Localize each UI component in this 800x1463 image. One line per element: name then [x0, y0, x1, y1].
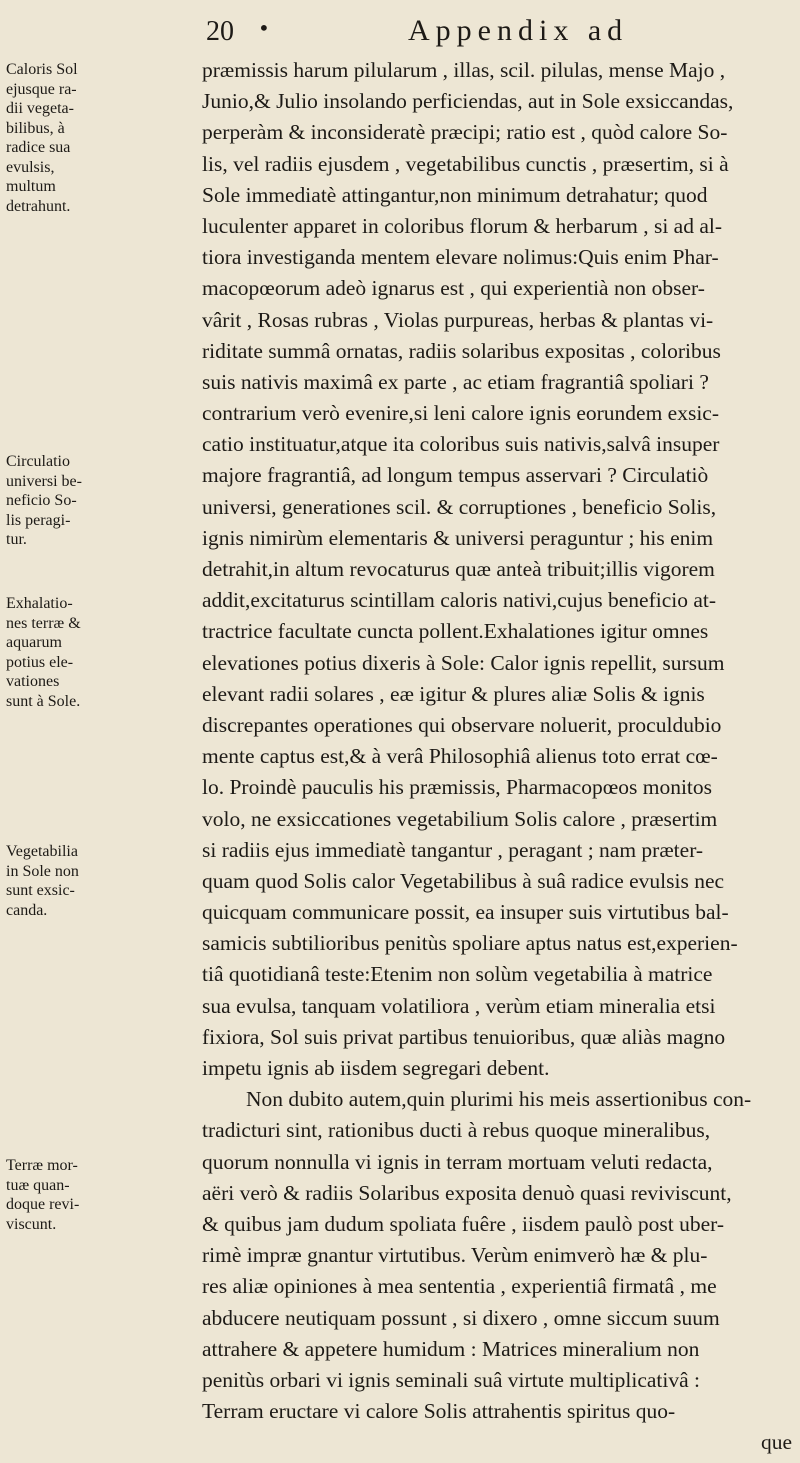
text-line: vârit , Rosas rubras , Violas purpureas, herbas & plantas vi-: [202, 307, 714, 332]
margin-note-line: dii vegeta-: [6, 100, 74, 117]
text-line: tradicturi sint, rationibus ducti à rebus quoque mineralibus,: [202, 1118, 711, 1143]
text-line: addit,excitaturus scintillam caloris nativi,cujus beneficio at-: [202, 588, 717, 613]
text-line: tiâ quotidianâ teste:Etenim non solùm vegetabilia à matrice: [202, 962, 713, 987]
margin-note-line: tur.: [6, 531, 27, 548]
margin-note-line: vationes: [6, 673, 60, 690]
margin-note-line: aquarum: [6, 634, 62, 651]
margin-note-line: sunt à Sole.: [6, 692, 81, 710]
text-line: luculenter apparet in coloribus florum & herbarum , si ad al-: [202, 213, 723, 238]
margin-note-line: sunt exsic-: [6, 882, 75, 899]
margin-note-vegetabilia: [6, 842, 200, 920]
margin-note-circulatio: [6, 452, 200, 550]
text-line: impetu ignis ab iisdem segregari debent.: [202, 1056, 550, 1080]
margin-note-line: detrahunt.: [6, 197, 71, 215]
text-line: rimè impræ gnantur virtutibus. Verùm enimverò hæ & plu-: [202, 1243, 708, 1268]
text-line: volo, ne exsiccationes vegetabilium Solis calore , præsertim: [202, 806, 718, 831]
text-line: abducere neutiquam possunt , si dixero , omne siccum suum: [202, 1305, 720, 1330]
margin-note-line: canda.: [6, 901, 48, 919]
margin-note-terrae: [6, 1156, 200, 1234]
text-line: mente captus est,& à verâ Philosophiâ alienus toto errat cœ-: [202, 744, 718, 769]
text-line: elevant radii solares , eæ igitur & plures aliæ Solis & ignis: [202, 681, 705, 706]
margin-note-line: lis peragi-: [6, 511, 71, 529]
text-line: quorum nonnulla vi ignis in terram mortuam veluti redacta,: [202, 1149, 713, 1174]
text-line: tiora investiganda mentem elevare nolimus:Quis enim Phar-: [202, 245, 719, 270]
margin-note-line: Vegetabilia: [6, 843, 78, 860]
text-line: Non dubito autem,quin plurimi his meis assertionibus con-: [246, 1087, 752, 1112]
text-line: contrarium verò evenire,si leni calore ignis eorundem exsic-: [202, 401, 719, 426]
text-line: discrepantes operationes qui observare noluerit, proculdubio: [202, 712, 722, 737]
text-line: Terram eructare vi calore Solis attrahentis spiritus quo-: [202, 1399, 676, 1424]
margin-note-line: universi be-: [6, 472, 82, 490]
text-line: præmissis harum pilularum , illas, scil. pilulas, mense Majo ,: [202, 58, 726, 82]
text-line: Sole immediatè attingantur,non minimum detrahatur; quod: [202, 182, 708, 207]
margin-note-line: doque revi-: [6, 1196, 80, 1213]
text-line: riditate summâ ornatas, radiis solaribus expositas , coloribus: [202, 338, 721, 363]
margin-note-line: Caloris Sol: [6, 61, 78, 78]
text-line: samicis subtilioribus penitùs spoliare aptus natus est,experien-: [202, 931, 738, 956]
page-header: [0, 14, 800, 50]
margin-note-line: in Sole non: [6, 862, 79, 880]
margin-note-line: viscunt.: [6, 1215, 57, 1233]
text-line: penitùs orbari vi ignis seminali suâ virtute multiplicativâ :: [202, 1367, 700, 1392]
text-line: suis nativis maximâ ex parte , ac etiam fragrantiâ spoliari ?: [202, 369, 709, 394]
margin-note-line: Terræ mor-: [6, 1157, 78, 1174]
margin-note-line: radice sua: [6, 139, 71, 156]
running-head: Appendix ad: [408, 14, 629, 47]
margin-note-line: nes terræ &: [6, 614, 81, 632]
margin-note-line: neficio So-: [6, 492, 77, 509]
text-line: aëri verò & radiis Solaribus exposita denuò quasi reviviscunt,: [202, 1180, 732, 1205]
page-number: 20: [206, 16, 234, 47]
text-line: res aliæ opiniones à mea sententia , experientiâ firmatâ , me: [202, 1274, 717, 1299]
text-line: lo. Proindè pauculis his præmissis, Pharmacopœos monitos: [202, 775, 713, 800]
text-line: sua evulsa, tanquam volatiliora , verùm etiam mineralia etsi: [202, 993, 716, 1018]
margin-note-line: evulsis,: [6, 158, 55, 176]
margin-note-line: Circulatio: [6, 453, 70, 470]
text-line: catio instituatur,atque ita coloribus suis nativis,salvâ insuper: [202, 432, 720, 457]
text-line: fixiora, Sol suis privat partibus tenuioribus, quæ aliàs magno: [202, 1024, 726, 1049]
margin-note-exhalationes: [6, 594, 200, 711]
text-line: quam quod Solis calor Vegetabilibus à suâ radice evulsis nec: [202, 868, 725, 893]
margin-note-line: Exhalatio-: [6, 595, 73, 612]
text-line: universi, generationes scil. & corruptiones , beneficio Solis,: [202, 494, 717, 519]
margin-note-line: bilibus, à: [6, 119, 65, 137]
text-line: macopœorum adeò ignarus est , qui experientià non obser-: [202, 276, 705, 301]
margin-note-caloris: [6, 60, 200, 216]
text-line: & quibus jam dudum spoliata fuêre , iisdem paulò post uber-: [202, 1211, 725, 1236]
text-line: tractrice facultate cuncta pollent.Exhalationes igitur omnes: [202, 619, 709, 644]
header-ornament: •: [258, 16, 270, 40]
text-line: majore fragrantiâ, ad longum tempus asservari ? Circulatiò: [202, 463, 709, 488]
text-line: detrahit,in altum revocaturus quæ anteà tribuit;illis vigorem: [202, 557, 715, 581]
text-line: ignis nimirùm elementaris & universi peraguntur ; his enim: [202, 525, 714, 550]
margin-note-line: potius ele-: [6, 653, 74, 671]
text-line: attrahere & appetere humidum : Matrices mineralium non: [202, 1336, 700, 1361]
text-line: lis, vel radiis ejusdem , vegetabilibus cunctis , præsertim, si à: [202, 151, 729, 176]
catchword: que: [760, 1430, 792, 1455]
body-text: [202, 55, 792, 1458]
margin-note-line: multum: [6, 178, 56, 195]
margin-note-line: ejusque ra-: [6, 80, 77, 98]
text-line: perperàm & inconsideratè præcipi; ratio est , quòd calore So-: [202, 120, 728, 145]
margin-note-line: tuæ quan-: [6, 1176, 70, 1194]
text-line: si radiis ejus immediatè tangantur , peragant ; nam præter-: [202, 837, 704, 862]
text-line: Junio,& Julio insolando perficiendas, aut in Sole exsiccandas,: [202, 89, 734, 114]
text-line: elevationes potius dixeris à Sole: Calor ignis repellit, sursum: [202, 650, 725, 675]
text-line: quicquam communicare possit, ea insuper suis virtutibus bal-: [202, 900, 729, 925]
